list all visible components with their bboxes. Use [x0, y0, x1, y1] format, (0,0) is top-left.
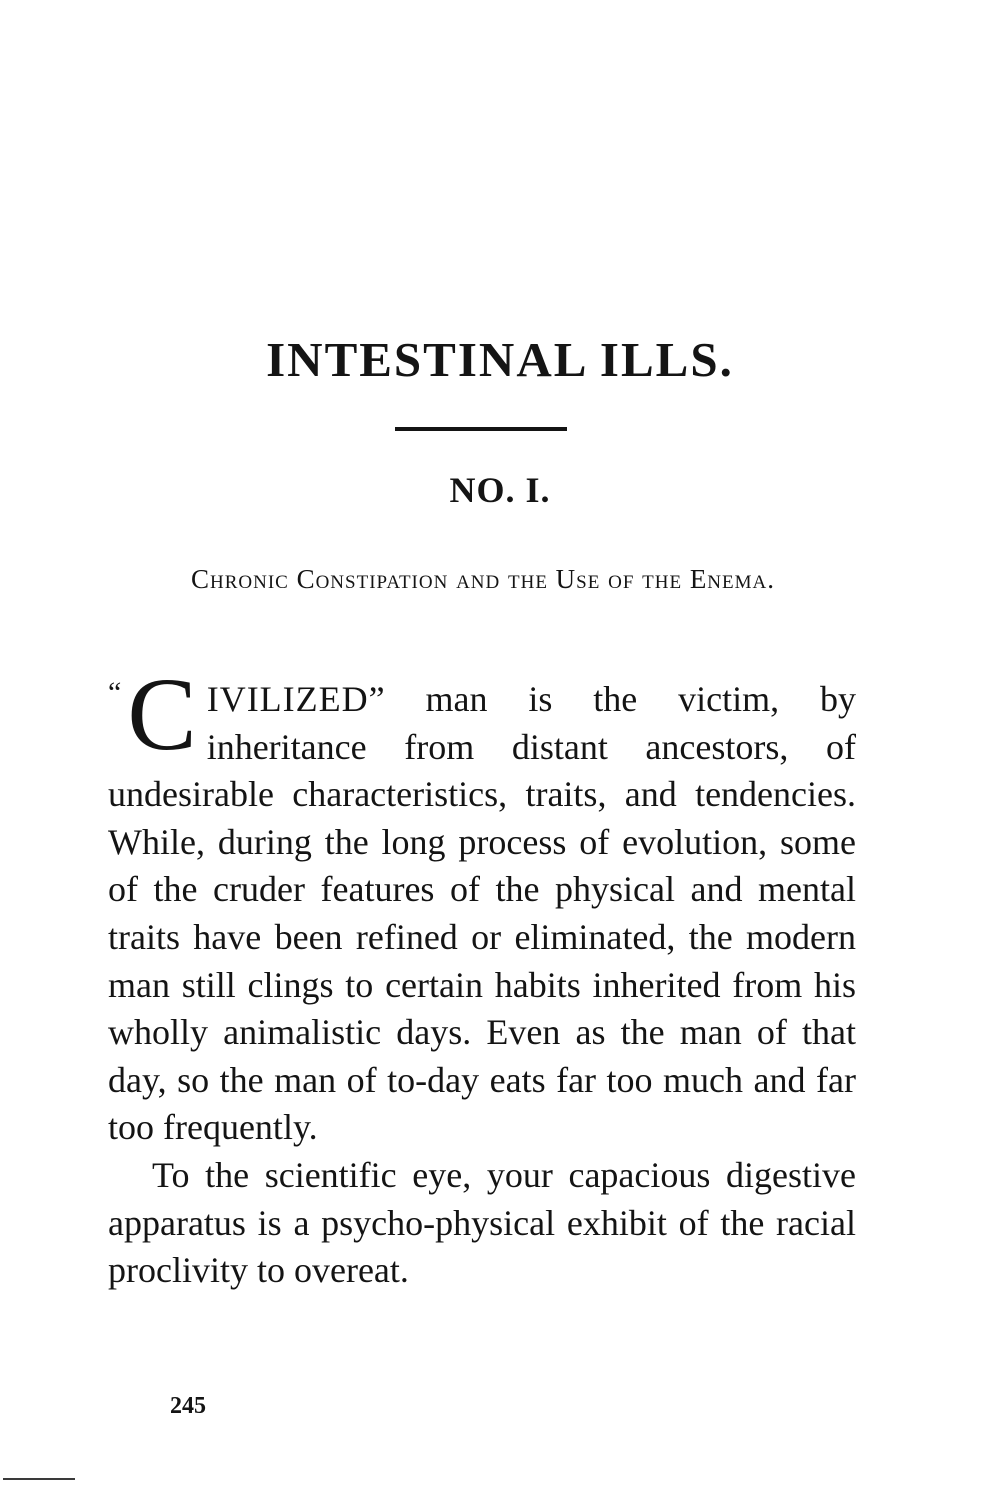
drop-cap-letter: C	[127, 657, 197, 772]
paragraph-1	[108, 657, 856, 1152]
paragraph-2: To the scientific eye, your capacious digestive apparatus is a psycho-physical exhibit of the racial proclivity to overeat.	[108, 1154, 856, 1291]
title-divider	[395, 427, 567, 431]
body-text	[108, 657, 856, 1295]
lead-word: IVILIZED	[206, 679, 369, 719]
open-quote: “	[108, 676, 122, 709]
page-number: 245	[170, 1393, 206, 1419]
chapter-subtitle: Chronic Constipation and the Use of the Enema.	[190, 564, 776, 594]
footer-divider	[3, 1478, 75, 1480]
drop-cap-block	[108, 657, 197, 772]
paragraph-1-text: man is the victim, by inheritance from distant ancestors, of undesirable characteristics, traits, and tendencies. While, during the long process of evolution, some of the cruder features of the physical and mental traits have been refined or eliminated, the modern man still clings to certain habits inherited from his wholly animalistic days. Even as the man of that day, so the man of to-day eats far too much and far too frequently.	[108, 679, 856, 1148]
chapter-number: NO. I.	[449, 470, 551, 510]
close-quote: ”	[368, 679, 385, 719]
chapter-title: INTESTINAL ILLS.	[266, 332, 734, 387]
